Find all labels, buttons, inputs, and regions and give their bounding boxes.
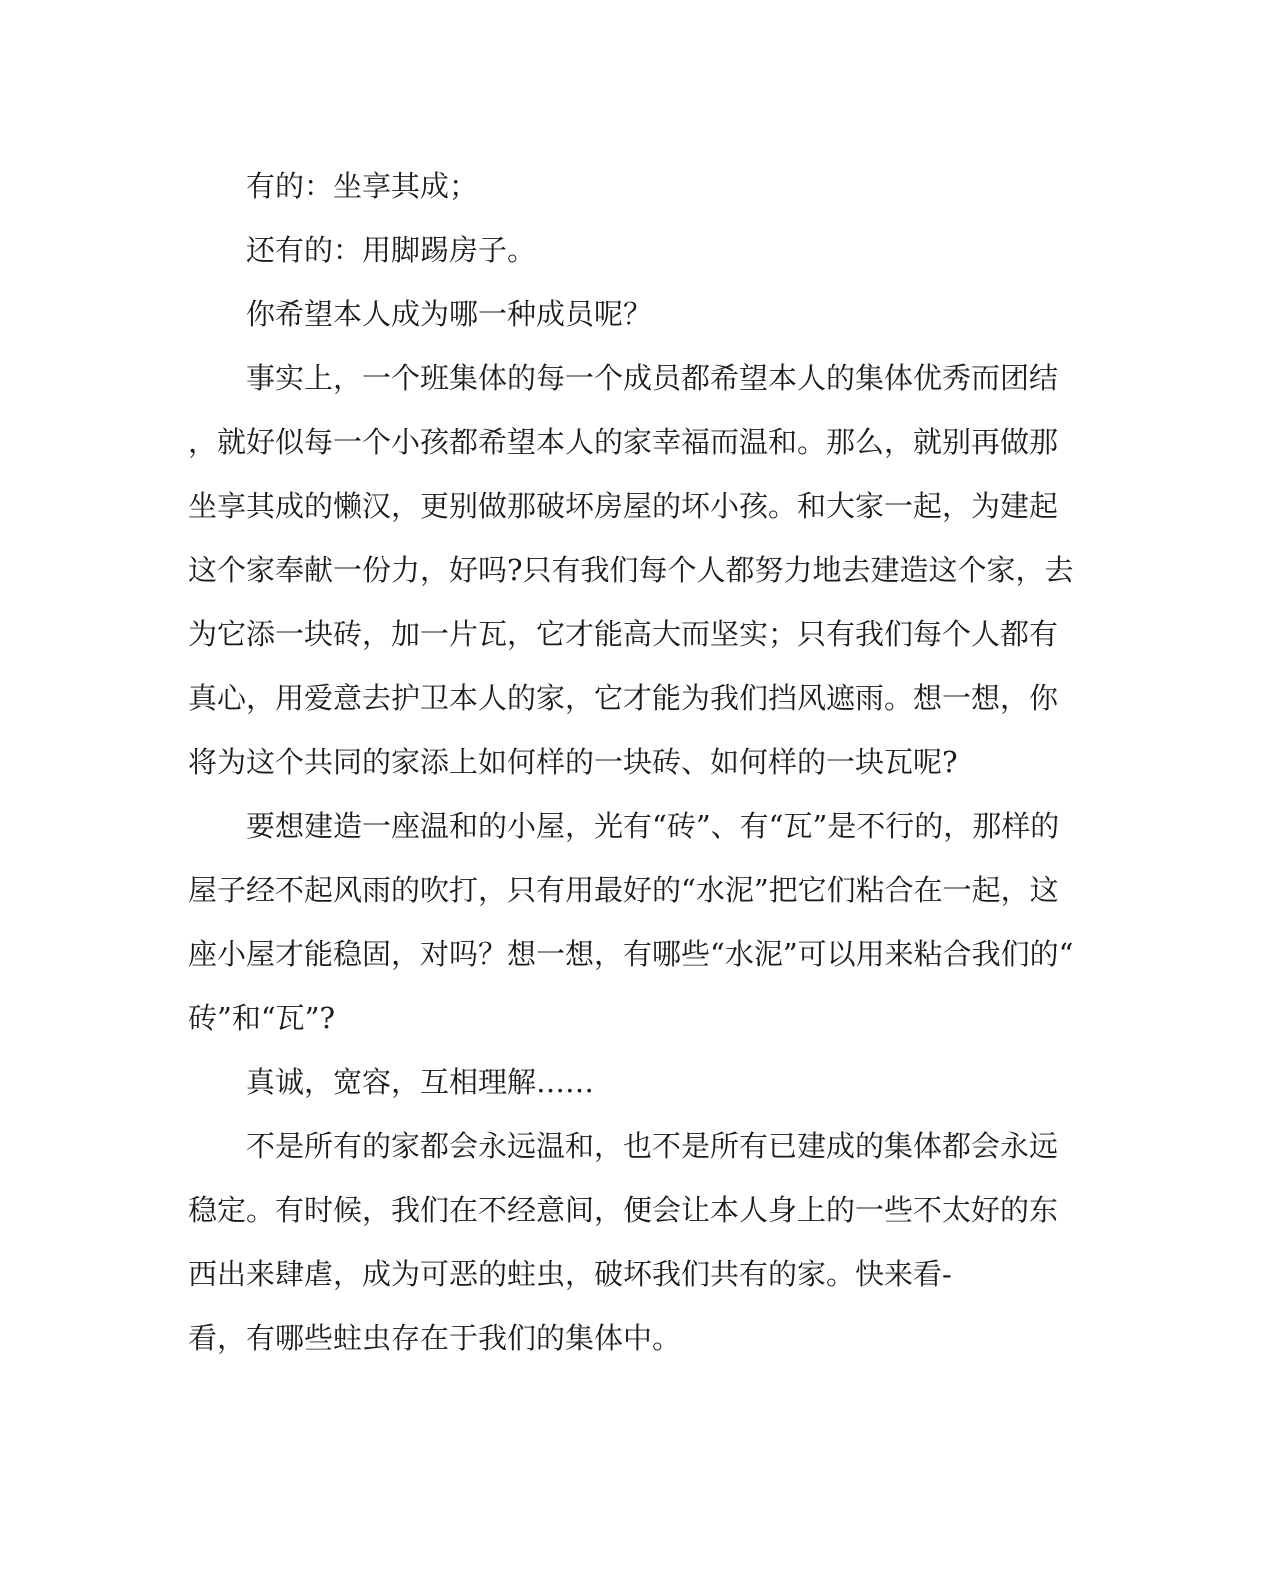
paragraph-line: 将为这个共同的家添上如何样的一块砖、如何样的一块瓦呢? [188,745,958,779]
paragraph-line: 座小屋才能稳固，对吗？想一想，有哪些“水泥”可以用来粘合我们的“ [188,937,1074,971]
paragraph-line: 为它添一块砖，加一片瓦，它才能高大而坚实；只有我们每个人都有 [188,617,1059,651]
paragraph-line: 真心，用爱意去护卫本人的家，它才能为我们挡风遮雨。想一想，你 [188,681,1059,715]
paragraph-line: ，就好似每一个小孩都希望本人的家幸福而温和。那么，就别再做那 [188,425,1059,459]
paragraph-line: 这个家奉献一份力，好吗?只有我们每个人都努力地去建造这个家，去 [188,553,1074,587]
paragraph-line: 你希望本人成为哪一种成员呢？ [246,297,653,331]
paragraph-line: 西出来肆虐，成为可恶的蛀虫，破坏我们共有的家。快来看- [188,1257,952,1291]
paragraph-line: 稳定。有时候，我们在不经意间，便会让本人身上的一些不太好的东 [188,1193,1059,1227]
paragraph-line: 砖”和“瓦”? [188,1001,336,1035]
paragraph-line: 不是所有的家都会永远温和，也不是所有已建成的集体都会永远 [246,1129,1059,1163]
paragraph-line: 还有的：用脚踢房子。 [246,233,537,267]
paragraph-line: 看，有哪些蛀虫存在于我们的集体中。 [188,1321,682,1355]
paragraph-line: 真诚，宽容，互相理解…… [246,1065,595,1099]
paragraph-line: 坐享其成的懒汉，更别做那破坏房屋的坏小孩。和大家一起，为建起 [188,489,1059,523]
paragraph-line: 屋子经不起风雨的吹打，只有用最好的“水泥”把它们粘合在一起，这 [188,873,1059,907]
paragraph-line: 要想建造一座温和的小屋，光有“砖”、有“瓦”是不行的，那样的 [246,809,1060,843]
paragraph-line: 有的：坐享其成； [246,169,479,203]
paragraph-line: 事实上，一个班集体的每一个成员都希望本人的集体优秀而团结 [246,361,1059,395]
